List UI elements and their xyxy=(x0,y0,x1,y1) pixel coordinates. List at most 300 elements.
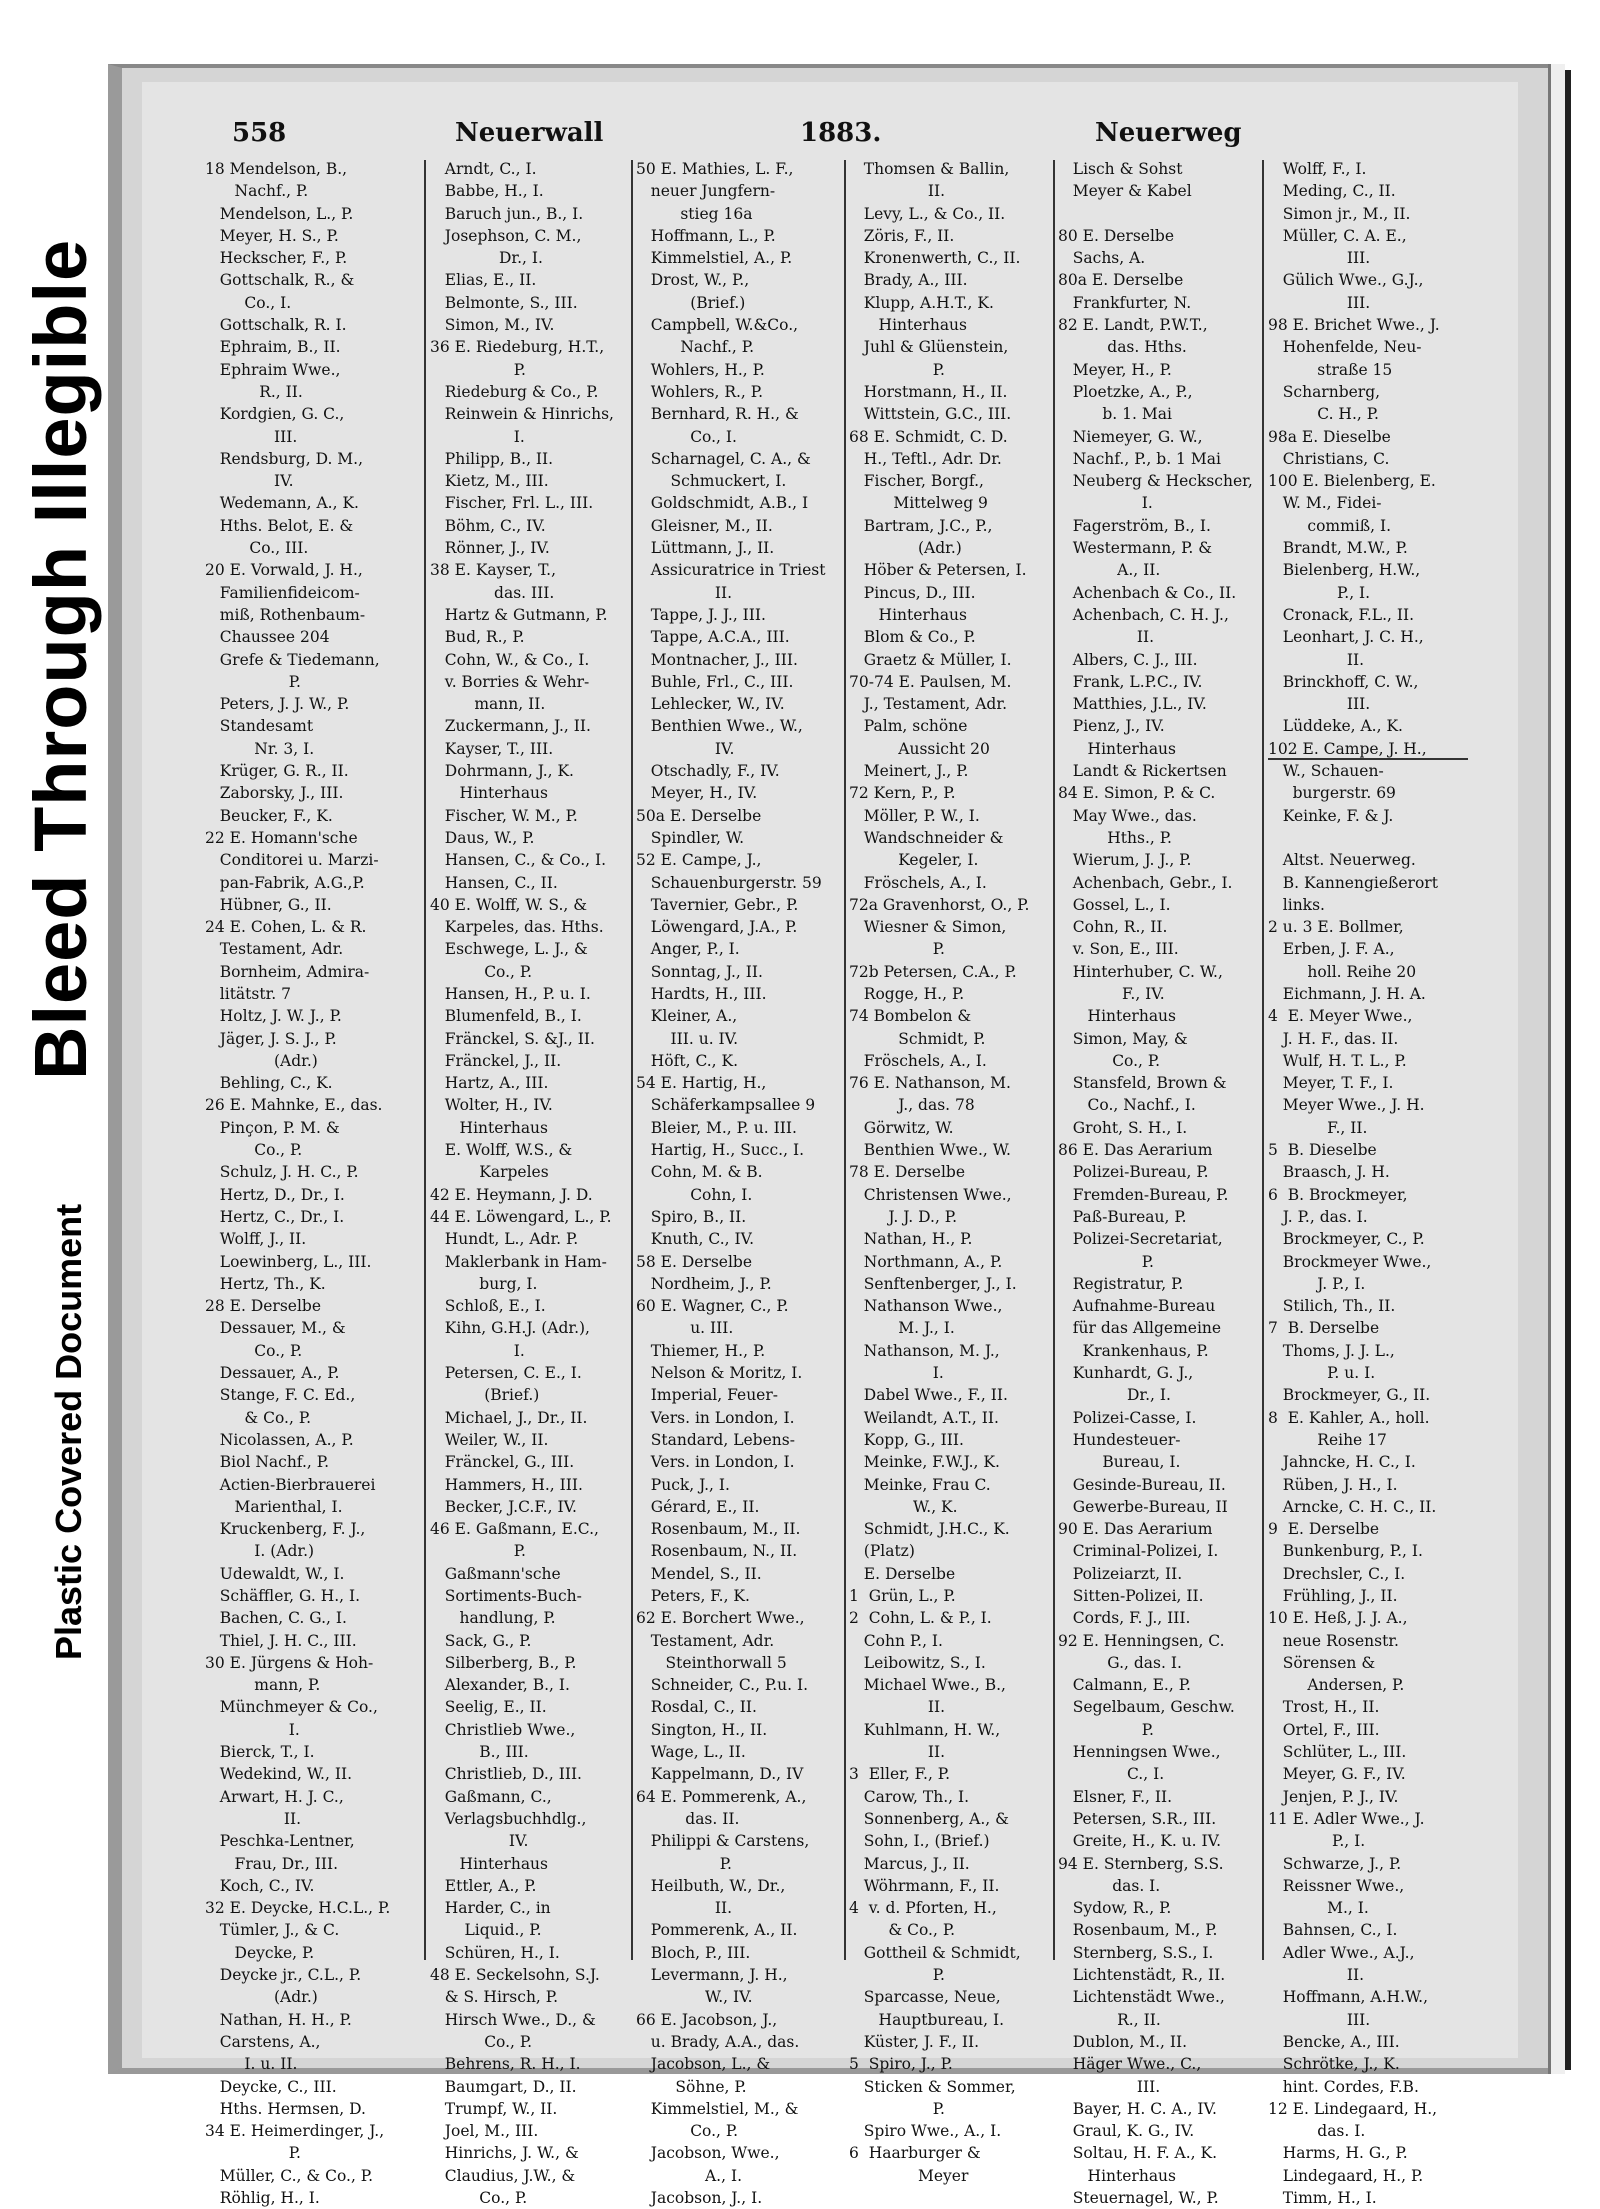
directory-entry-line: Rönner, J., IV. xyxy=(430,539,550,558)
directory-entry-line: J. P., I. xyxy=(1268,1274,1366,1293)
directory-entry-line: straße 15 xyxy=(1268,360,1393,379)
directory-entry-line: Bloch, P., III. xyxy=(636,1943,751,1962)
directory-entry-line: 32 E. Deycke, H.C.L., P. xyxy=(205,1899,391,1918)
directory-entry-line: Gottschalk, R. I. xyxy=(205,316,347,335)
directory-entry-line: Wierum, J. J., P. xyxy=(1058,851,1192,870)
directory-entry-line: Levy, L., & Co., II. xyxy=(849,204,1006,223)
directory-entry-line: II. xyxy=(1268,650,1365,669)
directory-entry-line: Erben, J. F. A., xyxy=(1268,940,1395,959)
directory-column-6 xyxy=(1268,158,1468,2209)
directory-entry-line: Pinçon, P. M. & xyxy=(205,1118,340,1137)
directory-entry-line: Hinterhuber, C. W., xyxy=(1058,962,1223,981)
directory-entry-line: H., Teftl., Adr. Dr. xyxy=(849,449,1002,468)
directory-entry-line: Frank, L.P.C., IV. xyxy=(1058,672,1203,691)
street-heading-left: Neuerwall xyxy=(455,118,604,148)
directory-entry-line: Bencke, A., III. xyxy=(1268,2032,1400,2051)
directory-entry-line: Landt & Rickertsen xyxy=(1058,762,1227,781)
directory-entry-line: Sington, H., II. xyxy=(636,1720,768,1739)
directory-entry-line: Röhlig, H., I. xyxy=(205,2189,320,2208)
directory-entry-line: Schauenburgerstr. 59 xyxy=(636,873,822,892)
directory-entry-line: Hartig, H., Succ., I. xyxy=(636,1141,805,1160)
directory-entry-line: Wohlers, H., P. xyxy=(636,360,765,379)
directory-entry-line: R., II. xyxy=(205,382,303,401)
directory-entry-line: Lindegaard, H., P. xyxy=(1268,2166,1424,2185)
directory-entry-line: Fagerström, B., I. xyxy=(1058,516,1211,535)
directory-entry-line: Scharnberg, xyxy=(1268,382,1381,401)
directory-entry-line: Kordgien, G. C., xyxy=(205,405,345,424)
directory-entry-line: Hübner, G., II. xyxy=(205,895,332,914)
directory-entry-line: Soltau, H. F. A., K. xyxy=(1058,2144,1218,2163)
directory-entry-line: Achenbach & Co., II. xyxy=(1058,583,1237,602)
directory-entry-line: Arncke, C. H. C., II. xyxy=(1268,1497,1437,1516)
directory-entry-line: Hinterhaus xyxy=(430,1854,548,1873)
directory-entry-line: Frau, Dr., III. xyxy=(205,1854,339,1873)
directory-entry-line xyxy=(1058,203,1263,225)
directory-entry-line: Carstens, A., xyxy=(205,2032,321,2051)
directory-entry-line: Wolff, F., I. xyxy=(1268,160,1367,178)
directory-entry-line: Nathan, H., P. xyxy=(849,1230,973,1249)
directory-entry-line: Mendel, S., II. xyxy=(636,1564,762,1583)
directory-entry-line: Steuernagel, W., P. xyxy=(1058,2189,1219,2208)
directory-entry-line: E. Wolff, W.S., & xyxy=(430,1141,573,1160)
directory-entry-line: das. III. xyxy=(430,583,555,602)
directory-entry-line: Polizei-Secretariat, xyxy=(1058,1230,1223,1249)
directory-entry-line: E. Derselbe xyxy=(849,1564,956,1583)
directory-entry-line: Brockmeyer, G., II. xyxy=(1268,1386,1431,1405)
directory-entry-line: Ettler, A., P. xyxy=(430,1876,537,1895)
directory-entry-line: II. xyxy=(636,1899,733,1918)
directory-entry-line: II. xyxy=(1058,628,1155,647)
directory-entry-line: 82 E. Landt, P.W.T., xyxy=(1058,316,1208,335)
directory-entry-line: Horstmann, H., II. xyxy=(849,382,1008,401)
directory-entry-line: Blumenfeld, B., I. xyxy=(430,1007,582,1026)
directory-entry-line: Marienthal, I. xyxy=(205,1497,343,1516)
directory-entry-line: Ploetzke, A., P., xyxy=(1058,382,1193,401)
directory-entry-line: Cohn, M. & B. xyxy=(636,1163,763,1182)
directory-entry-line: Leibowitz, S., I. xyxy=(849,1653,986,1672)
directory-entry-line: Kunhardt, G. J., xyxy=(1058,1364,1194,1383)
directory-entry-line: Biol Nachf., P. xyxy=(205,1453,329,1472)
directory-entry-line: Bielenberg, H.W., xyxy=(1268,561,1421,580)
directory-entry-line: I. xyxy=(205,1720,300,1739)
directory-entry-line: miß, Rothenbaum- xyxy=(205,605,366,624)
directory-entry-line: Holtz, J. W. J., P. xyxy=(205,1007,342,1026)
directory-entry-line: Wandschneider & xyxy=(849,828,1004,847)
directory-entry-line: Drechsler, C., I. xyxy=(1268,1564,1406,1583)
directory-entry-line: Ortel, F., III. xyxy=(1268,1720,1380,1739)
directory-entry-line: Gülich Wwe., G.J., xyxy=(1268,271,1424,290)
directory-entry-line: Hartz, A., III. xyxy=(430,1074,549,1093)
directory-entry-line: Co., P. xyxy=(430,2032,533,2051)
directory-entry-line: Stansfeld, Brown & xyxy=(1058,1074,1227,1093)
directory-entry-line: (Adr.) xyxy=(205,1988,318,2007)
directory-entry-line: W. M., Fidei- xyxy=(1268,494,1382,513)
year-heading: 1883. xyxy=(800,118,882,148)
directory-entry-line: Kayser, T., III. xyxy=(430,739,554,758)
directory-entry-line: Brockmeyer, C., P. xyxy=(1268,1230,1425,1249)
directory-entry-line: Fröschels, A., I. xyxy=(849,873,987,892)
directory-entry-line: Peters, J. J. W., P. xyxy=(205,695,350,714)
directory-entry-line: Görwitz, W. xyxy=(849,1118,954,1137)
directory-entry-line: Jahncke, H. C., I. xyxy=(1268,1453,1416,1472)
directory-entry-line: handlung, P. xyxy=(430,1609,556,1628)
directory-entry-line: Gottheil & Schmidt, xyxy=(849,1943,1021,1962)
directory-entry-line: Sortiments-Buch- xyxy=(430,1587,582,1605)
directory-entry-line: Co., I. xyxy=(205,293,292,312)
directory-entry-line: Kappelmann, D., IV xyxy=(636,1765,804,1784)
directory-entry-line: Fischer, W. M., P. xyxy=(430,806,578,825)
directory-entry-line: Sonntag, J., II. xyxy=(636,962,763,981)
directory-entry-line: P. xyxy=(430,360,526,379)
directory-entry-line: & S. Hirsch, P. xyxy=(430,1988,558,2007)
directory-entry-line: Fischer, Frl. L., III. xyxy=(430,494,594,513)
directory-entry-line: Karpeles, das. Hths. xyxy=(430,918,604,937)
directory-entry-line: Elias, E., II. xyxy=(430,271,537,290)
directory-entry-line: Babbe, H., I. xyxy=(430,182,544,201)
directory-entry-line: Simon jr., M., II. xyxy=(1268,204,1411,223)
directory-entry-line: Zuckermann, J., II. xyxy=(430,717,591,736)
directory-entry-line: Northmann, A., P. xyxy=(849,1252,1003,1271)
directory-entry-line: Kronenwerth, C., II. xyxy=(849,249,1021,268)
directory-entry-line: Criminal-Polizei, I. xyxy=(1058,1542,1219,1561)
directory-entry-line: (Brief.) xyxy=(430,1386,540,1405)
directory-entry-line: 60 E. Wagner, C., P. xyxy=(636,1297,789,1316)
directory-entry-line: Nathanson Wwe., xyxy=(849,1297,1003,1316)
directory-entry-line: Gaßmann'sche xyxy=(430,1564,561,1583)
directory-entry-line: Sack, G., P. xyxy=(430,1631,532,1650)
directory-entry-line: Christians, C. xyxy=(1268,449,1390,468)
directory-entry-line: commiß, I. xyxy=(1268,516,1392,535)
directory-entry-line: Assicuratrice in Triest xyxy=(636,561,826,580)
directory-entry-line: Cohn, R., II. xyxy=(1058,918,1168,937)
directory-entry-line: Heilbuth, W., Dr., xyxy=(636,1876,786,1895)
directory-entry-line: 8 E. Kahler, A., holl. xyxy=(1268,1408,1430,1427)
directory-entry-line: III. xyxy=(1268,293,1371,312)
directory-entry-line: Baumgart, D., II. xyxy=(430,2077,577,2096)
directory-entry-line: Matthies, J.L., IV. xyxy=(1058,695,1207,714)
directory-entry-line: mann, II. xyxy=(430,695,546,714)
directory-entry-line: Meinke, Frau C. xyxy=(849,1475,991,1494)
directory-entry-line: 6 B. Brockmeyer, xyxy=(1268,1185,1408,1204)
directory-entry-line: III. xyxy=(1268,2010,1371,2029)
directory-entry-line: Sonnenberg, A., & xyxy=(849,1809,1009,1828)
directory-entry-line: P. xyxy=(205,672,301,691)
directory-entry-line: Dessauer, M., & xyxy=(205,1319,346,1338)
directory-entry-line: Bud, R., P. xyxy=(430,628,525,647)
directory-entry-line: 4 E. Meyer Wwe., xyxy=(1268,1007,1413,1026)
directory-entry-line: Rosenbaum, M., II. xyxy=(636,1520,801,1539)
directory-entry-line: das. II. xyxy=(636,1809,740,1828)
directory-entry-line: Zaborsky, J., III. xyxy=(205,784,344,803)
directory-entry-line: Hinterhaus xyxy=(1058,1007,1176,1026)
directory-entry-line: 94 E. Sternberg, S.S. xyxy=(1058,1854,1224,1873)
directory-entry-line: Thiemer, H., P. xyxy=(636,1341,766,1360)
directory-entry-line: Rosenbaum, M., P. xyxy=(1058,1921,1218,1940)
directory-entry-line: Andersen, P. xyxy=(1268,1676,1405,1695)
directory-entry-line: stieg 16a xyxy=(636,204,753,223)
directory-entry-line: v. Son, E., III. xyxy=(1058,940,1179,959)
directory-entry-line: Graul, K. G., IV. xyxy=(1058,2122,1195,2141)
directory-entry-line: Pienz, J., IV. xyxy=(1058,717,1165,736)
directory-entry-line: Dohrmann, J., K. xyxy=(430,762,574,781)
directory-entry-line: (Adr.) xyxy=(205,1051,318,1070)
directory-entry-line: Schneider, C., P.u. I. xyxy=(636,1676,809,1695)
directory-entry-line: Gesinde-Bureau, II. xyxy=(1058,1475,1226,1494)
directory-entry-line: 62 E. Borchert Wwe., xyxy=(636,1609,805,1628)
directory-entry-line: Paß-Bureau, P. xyxy=(1058,1207,1187,1226)
directory-entry-line: Hohenfelde, Neu- xyxy=(1268,338,1422,357)
directory-entry-line: Harms, H. G., P. xyxy=(1268,2144,1408,2163)
directory-entry-line: Kegeler, I. xyxy=(849,851,979,870)
directory-entry-line: III. xyxy=(1268,695,1371,714)
directory-entry-line: Gewerbe-Bureau, II xyxy=(1058,1497,1228,1516)
directory-entry-line: Brady, A., III. xyxy=(849,271,968,290)
directory-entry-line: Reihe 17 xyxy=(1268,1430,1387,1449)
directory-entry-line: Rosenbaum, N., II. xyxy=(636,1542,798,1561)
directory-entry-line: Wolter, H., IV. xyxy=(430,1096,553,1115)
directory-entry-line: Bornheim, Admira- xyxy=(205,962,370,981)
directory-entry-line: Frühling, J., II. xyxy=(1268,1587,1398,1605)
directory-entry-line: burgerstr. 69 xyxy=(1268,784,1396,803)
directory-entry-line: Küster, J. F., II. xyxy=(849,2032,980,2051)
directory-entry-line: Michael Wwe., B., xyxy=(849,1676,1006,1695)
directory-entry-line: Maklerbank in Ham- xyxy=(430,1252,607,1271)
directory-entry-line: Baruch jun., B., I. xyxy=(430,204,584,223)
directory-entry-line: 100 E. Bielenberg, E. xyxy=(1268,472,1436,491)
directory-entry-line: Hinterhaus xyxy=(1058,2166,1176,2185)
directory-entry-line: 86 E. Das Aerarium xyxy=(1058,1141,1213,1160)
column-divider xyxy=(1053,160,1055,1960)
directory-entry-line: Montnacher, J., III. xyxy=(636,650,798,669)
directory-entry-line: Daus, W., P. xyxy=(430,828,535,847)
directory-entry-line: C. H., P. xyxy=(1268,405,1379,424)
directory-entry-line: Brandt, M.W., P. xyxy=(1268,539,1408,558)
directory-entry-line: Schmidt, J.H.C., K. xyxy=(849,1520,1010,1539)
directory-entry-line: 12 E. Lindegaard, H., xyxy=(1268,2099,1438,2118)
directory-entry-line: 102 E. Campe, J. H., xyxy=(1268,739,1427,758)
directory-entry-line: Westermann, P. & xyxy=(1058,539,1213,558)
directory-entry-line: Schmidt, P. xyxy=(849,1029,986,1048)
directory-entry-line: Lüddeke, A., K. xyxy=(1268,717,1403,736)
directory-entry-line: Kopp, G., III. xyxy=(849,1430,964,1449)
directory-entry-line: Trumpf, W., II. xyxy=(430,2099,558,2118)
directory-entry-line: P. xyxy=(849,2099,945,2118)
directory-entry-line: Krankenhaus, P. xyxy=(1058,1341,1209,1360)
stamp-bleed-through: Bleed Through Illegible xyxy=(19,238,102,1080)
directory-entry-line: Co., Nachf., I. xyxy=(1058,1096,1196,1115)
directory-entry-line: Altst. Neuerweg. xyxy=(1268,851,1416,870)
directory-entry-line: Aussicht 20 xyxy=(849,739,990,758)
directory-entry-line: Münchmeyer & Co., xyxy=(205,1698,378,1717)
directory-entry-line: neue Rosenstr. xyxy=(1268,1631,1399,1650)
directory-entry-line: Campbell, W.&Co., xyxy=(636,316,799,335)
directory-entry-line: Hundt, L., Adr. P. xyxy=(430,1230,579,1249)
directory-entry-line: Imperial, Feuer- xyxy=(636,1386,778,1405)
directory-entry-line: Philippi & Carstens, xyxy=(636,1832,810,1851)
directory-entry-line: C., I. xyxy=(1058,1765,1165,1784)
directory-entry-line: Co., I. xyxy=(636,427,737,446)
directory-entry-line: B., III. xyxy=(430,1743,529,1762)
directory-entry-line: M., I. xyxy=(1268,1899,1369,1918)
directory-entry-line: das. I. xyxy=(1268,2122,1366,2141)
column-divider xyxy=(424,160,426,1960)
directory-column-5 xyxy=(1058,158,1263,2209)
directory-entry-line: Thomsen & Ballin, xyxy=(849,160,1010,178)
column-divider xyxy=(631,160,633,1960)
directory-entry-line: Sörensen & xyxy=(1268,1653,1376,1672)
directory-entry-line: 76 E. Nathanson, M. xyxy=(849,1074,1011,1093)
directory-entry-line: Gleisner, M., II. xyxy=(636,516,773,535)
directory-entry-line: Hoffmann, A.H.W., xyxy=(1268,1988,1429,2007)
directory-entry-line: Graetz & Müller, I. xyxy=(849,650,1012,669)
directory-entry-line: I. xyxy=(430,1341,525,1360)
directory-entry-line: 72 Kern, P., P. xyxy=(849,784,956,803)
directory-entry-line: Meyer Wwe., J. H. xyxy=(1268,1096,1425,1115)
directory-entry-line: Benthien Wwe., W., xyxy=(636,717,803,736)
directory-entry-line: F., II. xyxy=(1268,1118,1368,1137)
directory-entry-line: Grefe & Tiedemann, xyxy=(205,650,380,669)
directory-entry-line: 98a E. Dieselbe xyxy=(1268,427,1391,446)
directory-entry-line: Wittstein, G.C., III. xyxy=(849,405,1012,424)
directory-entry-line: Behrens, R. H., I. xyxy=(430,2055,581,2074)
directory-entry-line: Tümler, J., & C. xyxy=(205,1921,340,1940)
directory-entry-line: Schüren, H., I. xyxy=(430,1943,560,1962)
directory-entry-line: 80a E. Derselbe xyxy=(1058,271,1184,290)
directory-entry-line: Co., III. xyxy=(205,539,309,558)
directory-entry-line: Adler Wwe., A.J., xyxy=(1268,1943,1415,1962)
directory-entry-line: neuer Jungfern- xyxy=(636,182,776,201)
directory-entry-line: II. xyxy=(849,1743,946,1762)
directory-entry-line: Dr., I. xyxy=(430,249,543,268)
directory-entry-line: Rendsburg, D. M., xyxy=(205,449,364,468)
directory-entry-line: II. xyxy=(849,1698,946,1717)
directory-entry-line: Sachs, A. xyxy=(1058,249,1146,268)
directory-entry-line: J. P., das. I. xyxy=(1268,1207,1368,1226)
directory-entry-line: II. xyxy=(636,583,733,602)
directory-entry-line: M. J., I. xyxy=(849,1319,955,1338)
directory-entry-line: Wiesner & Simon, xyxy=(849,918,1007,937)
directory-entry-line: 80 E. Derselbe xyxy=(1058,226,1175,245)
directory-entry-line: Meyer xyxy=(849,2166,969,2185)
directory-entry-line: W., Schauen- xyxy=(1268,762,1384,781)
directory-entry-line: u. Brady, A.A., das. xyxy=(636,2032,800,2051)
directory-entry-line: Hansen, C., & Co., I. xyxy=(430,851,607,870)
directory-entry-line: P. xyxy=(1058,1720,1154,1739)
directory-entry-line: Kihn, G.H.J. (Adr.), xyxy=(430,1319,590,1338)
directory-entry-line: Dr., I. xyxy=(1058,1386,1171,1405)
directory-entry-line: Blom & Co., P. xyxy=(849,628,976,647)
directory-entry-line: Frankfurter, N. xyxy=(1058,293,1192,312)
directory-entry-line: Registratur, P. xyxy=(1058,1274,1184,1293)
directory-entry-line: III. u. IV. xyxy=(636,1029,739,1048)
directory-entry-line: 64 E. Pommerenk, A., xyxy=(636,1787,807,1806)
directory-entry-line: Meding, C., II. xyxy=(1268,182,1396,201)
directory-entry-line: Hertz, C., Dr., I. xyxy=(205,1207,345,1226)
directory-entry-line: Petersen, S.R., III. xyxy=(1058,1809,1217,1828)
directory-entry-line: Nelson & Moritz, I. xyxy=(636,1364,803,1383)
directory-entry-line: Anger, P., I. xyxy=(636,940,740,959)
directory-entry-line: Petersen, C. E., I. xyxy=(430,1364,582,1383)
directory-entry-line: Cords, F. J., III. xyxy=(1058,1609,1191,1628)
directory-entry-line: 44 E. Löwengard, L., P. xyxy=(430,1207,612,1226)
directory-entry-line: Jacobson, J., I. xyxy=(636,2189,763,2208)
directory-entry-line: Bahnsen, C., I. xyxy=(1268,1921,1398,1940)
directory-entry-line: 22 E. Homann'sche xyxy=(205,828,358,847)
directory-entry-line: Senftenberger, J., I. xyxy=(849,1274,1017,1293)
directory-entry-line: das. Hths. xyxy=(1058,338,1187,357)
directory-entry-line: 50a E. Derselbe xyxy=(636,806,762,825)
directory-entry-line: Achenbach, C. H. J., xyxy=(1058,605,1229,624)
directory-entry-line: 46 E. Gaßmann, E.C., xyxy=(430,1520,599,1539)
directory-entry-line: Cohn, I. xyxy=(636,1185,753,1204)
directory-entry-line: Sternberg, S.S., I. xyxy=(1058,1943,1214,1962)
directory-entry-line: 7 B. Derselbe xyxy=(1268,1319,1380,1338)
directory-entry-line: (Platz) xyxy=(849,1542,915,1561)
directory-entry-line: Alexander, B., I. xyxy=(430,1676,570,1695)
directory-entry-line: P. xyxy=(849,940,945,959)
directory-entry-line: 74 Bombelon & xyxy=(849,1007,972,1026)
directory-entry-line: P. xyxy=(430,1542,526,1561)
directory-entry-line: Joel, M., III. xyxy=(430,2122,539,2141)
directory-entry-line: Schulz, J. H. C., P. xyxy=(205,1163,359,1182)
directory-entry-line: Mittelweg 9 xyxy=(849,494,988,513)
directory-entry-line: Deycke jr., C.L., P. xyxy=(205,1966,362,1985)
directory-entry-line: Hinterhaus xyxy=(430,784,548,803)
directory-entry-line: Claudius, J.W., & xyxy=(430,2166,576,2185)
directory-entry-line: 9 E. Derselbe xyxy=(1268,1520,1380,1539)
directory-entry-line: Steinthorwall 5 xyxy=(636,1653,787,1672)
directory-entry-line: Meyer, H., IV. xyxy=(636,784,758,803)
directory-entry-line: Henningsen Wwe., xyxy=(1058,1743,1221,1762)
directory-entry-line: Christensen Wwe., xyxy=(849,1185,1012,1204)
directory-entry-line: Spiro Wwe., A., I. xyxy=(849,2122,1002,2141)
directory-entry-line: Elsner, F., II. xyxy=(1058,1787,1173,1806)
directory-entry-line: 70-74 E. Paulsen, M. xyxy=(849,672,1012,691)
directory-entry-line: Vers. in London, I. xyxy=(636,1408,795,1427)
directory-entry-line: Lüttmann, J., II. xyxy=(636,539,775,558)
directory-entry-line: I. (Adr.) xyxy=(205,1542,315,1561)
directory-entry-line: Dublon, M., II. xyxy=(1058,2032,1188,2051)
directory-entry-line: Simon, M., IV. xyxy=(430,316,555,335)
directory-entry-line: Kimmelstiel, A., P. xyxy=(636,249,793,268)
directory-entry-line: Kimmelstiel, M., & xyxy=(636,2099,799,2118)
directory-entry-line: Thoms, J. J. L., xyxy=(1268,1341,1395,1360)
directory-entry-line: Schlüter, L., III. xyxy=(1268,1743,1407,1762)
directory-entry-line: Zöris, F., II. xyxy=(849,226,955,245)
directory-entry-line: Peschka-Lentner, xyxy=(205,1832,355,1851)
directory-entry-line: Höft, C., K. xyxy=(636,1051,739,1070)
directory-entry-line: Gaßmann, C., xyxy=(430,1787,552,1806)
directory-entry-line: Hths., P. xyxy=(1058,828,1172,847)
directory-entry-line: Fränckel, J., II. xyxy=(430,1051,562,1070)
directory-entry-line: Nachf., P., b. 1 Mai xyxy=(1058,449,1221,468)
directory-entry-line: 52 E. Campe, J., xyxy=(636,851,762,870)
directory-entry-line: Bunkenburg, P., I. xyxy=(1268,1542,1423,1561)
directory-entry-line: Sparcasse, Neue, xyxy=(849,1988,1001,2007)
stamp-plastic-covered: Plastic Covered Document xyxy=(48,1203,89,1660)
directory-entry-line: Spiro, B., II. xyxy=(636,1207,747,1226)
directory-entry-line: Heckscher, F., P. xyxy=(205,249,348,268)
directory-entry-line: Häger Wwe., C., xyxy=(1058,2055,1202,2074)
directory-entry-line: II. xyxy=(1268,1966,1365,1985)
directory-entry-line: Liquid., P. xyxy=(430,1921,542,1940)
directory-entry-line: Loewinberg, L., III. xyxy=(205,1252,372,1271)
directory-entry-line: 84 E. Simon, P. & C. xyxy=(1058,784,1216,803)
directory-entry-line: 38 E. Kayser, T., xyxy=(430,561,556,580)
directory-entry-line: A., I. xyxy=(636,2166,743,2185)
directory-entry-line: Hansen, H., P. u. I. xyxy=(430,984,591,1003)
directory-entry-line: P. xyxy=(1058,1252,1154,1271)
